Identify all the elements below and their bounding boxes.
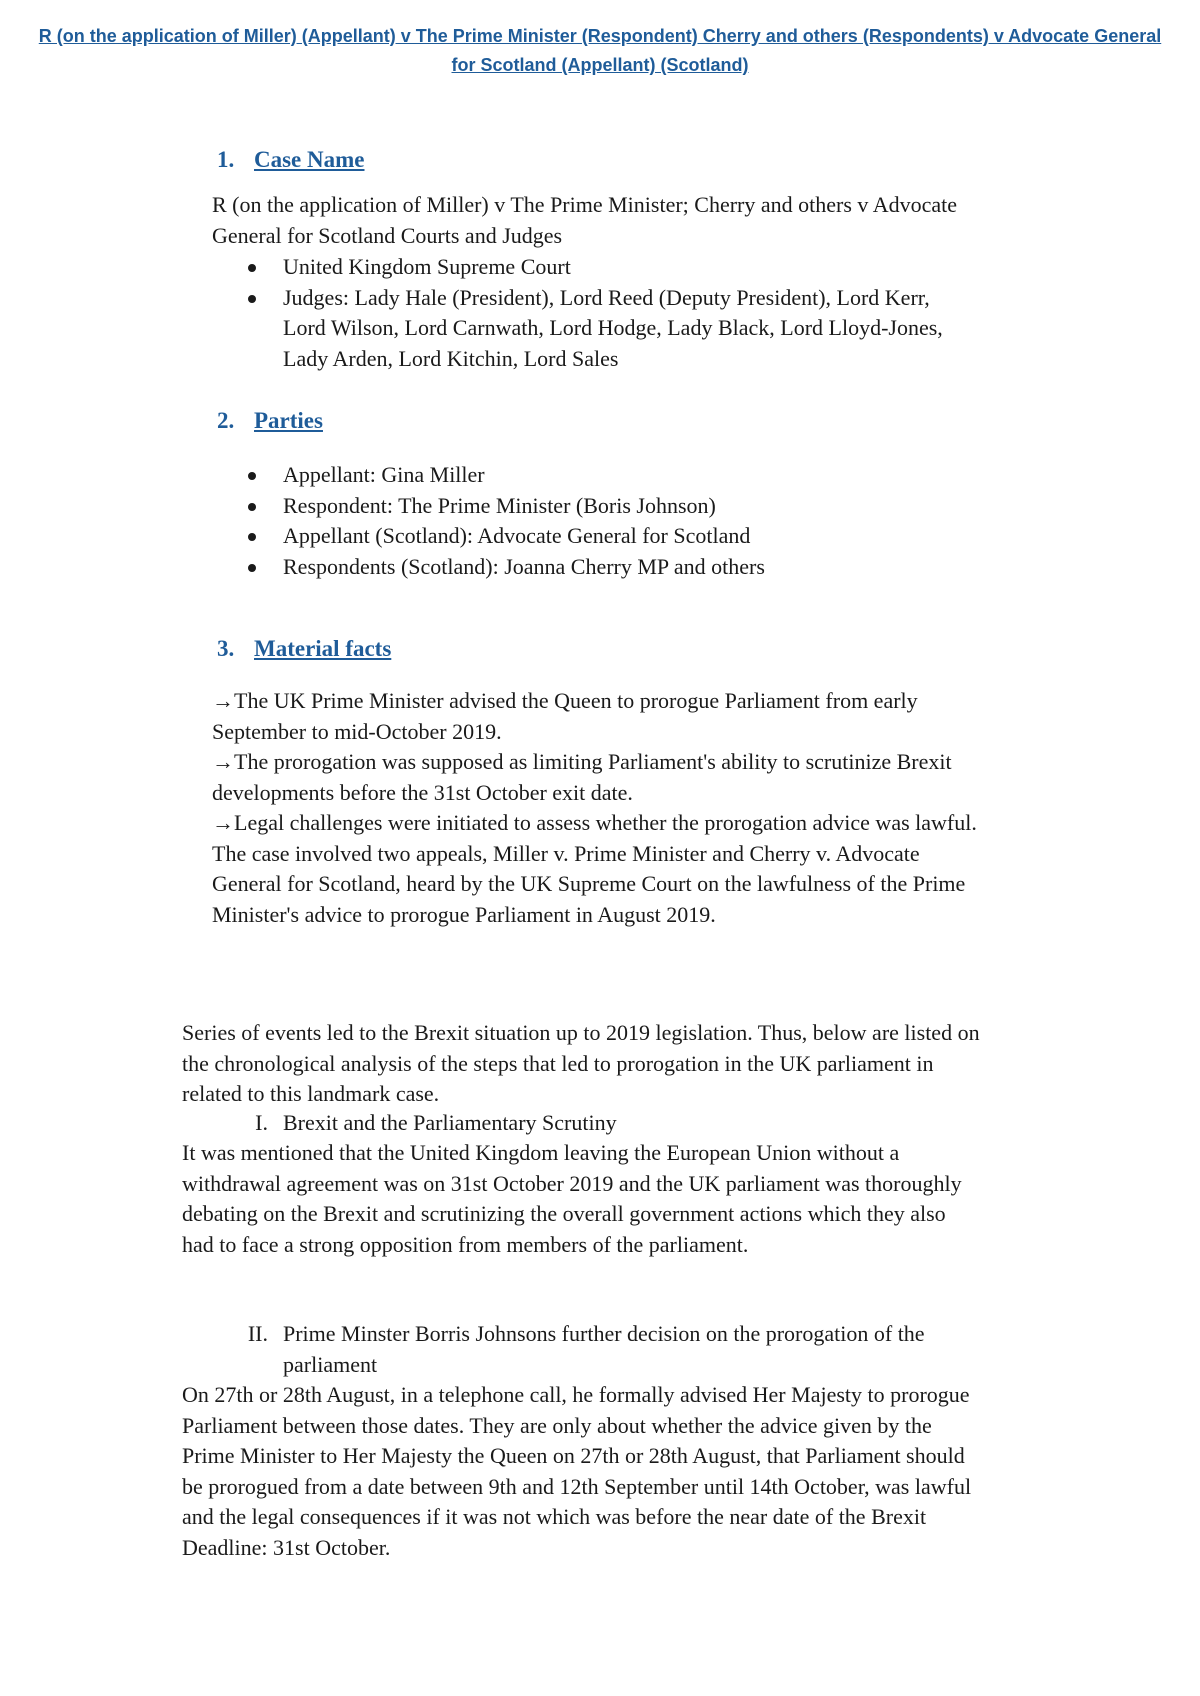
section-heading-material-facts [217,634,391,664]
list-item: United Kingdom Supreme Court [246,252,966,283]
list-item: Respondents (Scotland): Joanna Cherry MP and others [246,552,966,583]
section-heading-parties [217,406,323,436]
chronology-item-body: On 27th or 28th August, in a telephone call, he formally advised Her Majesty to prorogue Parliament between those dates. They are only about whether the advice given by the Prime Minister to Her Majesty the Queen on 27th or 28th August, that Parliament should be prorogued from a date between 9th and 12th September until 14th October, was lawful and the legal consequences if it was not which was before the near date of the Brexit Deadline: 31st October. [182,1382,972,1560]
chronology-item-heading [182,1319,982,1380]
chronology-item-title: Brexit and the Parliamentary Scrutiny [283,1110,617,1135]
roman-numeral: I. [255,1110,268,1135]
list-item: Appellant: Gina Miller [246,460,966,491]
list-item: Appellant (Scotland): Advocate General for Scotland [246,521,966,552]
material-facts-body: →The UK Prime Minister advised the Queen to prorogue Parliament from early September to mid-October 2019. →The prorogation was supposed as limiting Parliament's ability to scrutinize Brexit developments before the 31st October exit date. →Legal challenges were initiated to assess whether the prorogation advice was lawful. The case involved two appeals, Miller v. Prime Minister and Cherry v. Advocate General for Scotland, heard by the UK Supreme Court on the lawfulness of the Prime Minister's advice to prorogue Parliament in August 2019. [212,688,977,927]
case-name-bullet-list [246,252,966,374]
section-heading-case-name [217,145,365,175]
document-title: R (on the application of Miller) (Appellant) v The Prime Minister (Respondent) Cherry and others (Respondents) v Advocate General for Scotland (Appellant) (Scotland) [38,26,1162,75]
chronology-intro: Series of events led to the Brexit situation up to 2019 legislation. Thus, below are listed on the chronological analysis of the steps that led to prorogation in the UK parliament in related to this landmark case. [182,1020,980,1106]
list-item: Judges: Lady Hale (President), Lord Reed (Deputy President), Lord Kerr, Lord Wilson, Lord Carnwath, Lord Hodge, Lady Black, Lord Lloyd-Jones, Lady Arden, Lord Kitchin, Lord Sales [246,283,966,375]
roman-numeral: II. [247,1321,268,1346]
parties-bullet-list [246,460,966,582]
case-name-paragraph: R (on the application of Miller) v The Prime Minister; Cherry and others v Advocate General for Scotland Courts and Judges [212,192,957,248]
chronology-item-heading [182,1108,982,1139]
section-number: 2. [217,408,235,433]
list-item: Respondent: The Prime Minister (Boris Johnson) [246,491,966,522]
section-number: 1. [217,147,235,172]
chronology-item-title: Prime Minster Borris Johnsons further decision on the prorogation of the parliament [283,1321,925,1377]
section-title: Parties [254,408,323,433]
chronology-item-body: It was mentioned that the United Kingdom leaving the European Union without a withdrawal agreement was on 31st October 2019 and the UK parliament was thoroughly debating on the Brexit and scrutinizing the overall government actions which they also had to face a strong opposition from members of the parliament. [182,1140,962,1257]
section-title: Material facts [254,636,392,661]
section-number: 3. [217,636,235,661]
section-title: Case Name [254,147,365,172]
